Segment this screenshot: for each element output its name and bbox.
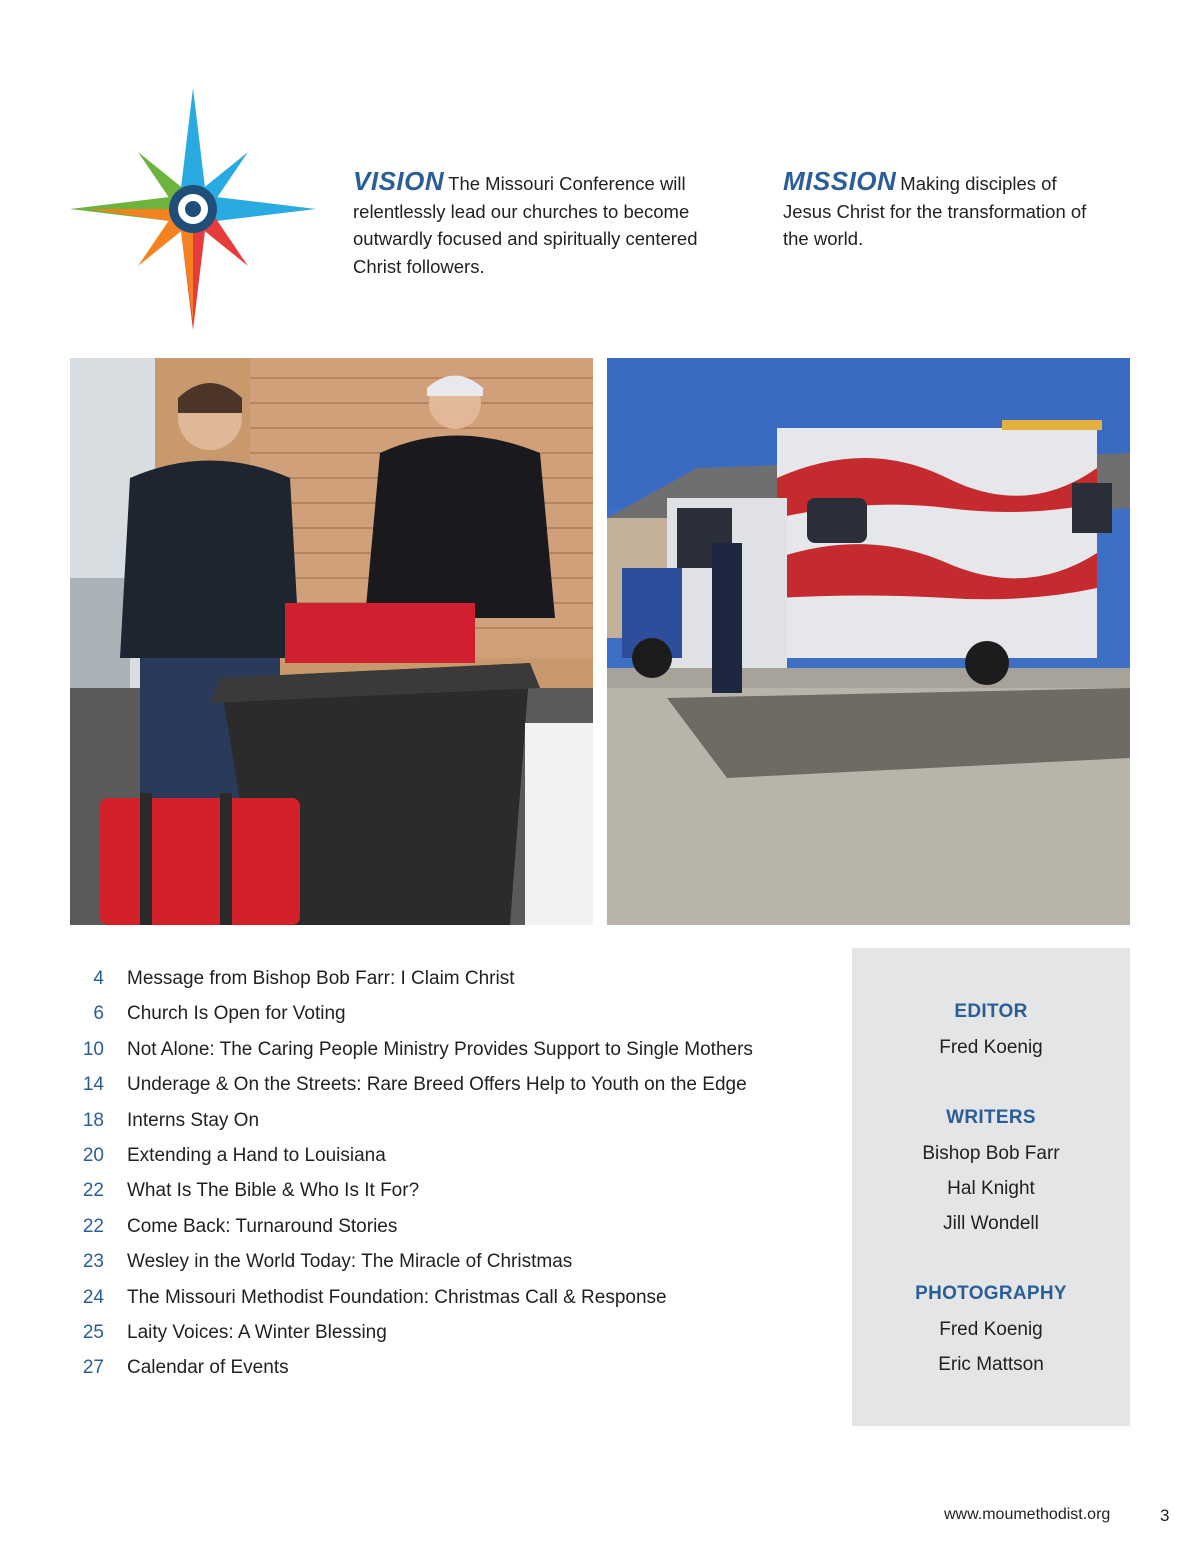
writer-name: Bishop Bob Farr [922, 1143, 1060, 1164]
mission-statement [783, 168, 1103, 253]
vision-statement [353, 168, 743, 280]
toc-title: Interns Stay On [127, 1109, 260, 1131]
mission-label: MISSION [783, 166, 897, 196]
editor-name: Fred Koenig [939, 1037, 1043, 1058]
credits-writers [852, 1100, 1130, 1241]
writers-heading: WRITERS [946, 1107, 1036, 1128]
toc-title: The Missouri Methodist Foundation: Christmas Call & Response [127, 1286, 667, 1308]
table-of-contents [70, 968, 830, 1393]
toc-page-number: 6 [93, 1003, 104, 1025]
toc-title: Wesley in the World Today: The Miracle of Christmas [127, 1251, 573, 1273]
toc-page-number: 10 [82, 1038, 104, 1060]
toc-page-number: 22 [82, 1215, 104, 1237]
writer-name: Hal Knight [947, 1178, 1035, 1199]
toc-row[interactable] [70, 1180, 830, 1215]
photo-flag-ambulance [607, 358, 1130, 925]
toc-row[interactable] [70, 1039, 830, 1074]
toc-title: Underage & On the Streets: Rare Breed Offers Help to Youth on the Edge [127, 1074, 747, 1096]
toc-page-number: 22 [82, 1180, 104, 1202]
toc-row[interactable] [70, 1322, 830, 1357]
toc-row[interactable] [70, 1357, 830, 1392]
credits-editor [852, 994, 1130, 1065]
toc-page-number: 14 [82, 1074, 104, 1096]
toc-page-number: 24 [82, 1286, 104, 1308]
toc-title: Not Alone: The Caring People Ministry Provides Support to Single Mothers [127, 1038, 753, 1060]
toc-title: Come Back: Turnaround Stories [127, 1215, 398, 1237]
photography-heading: PHOTOGRAPHY [915, 1283, 1067, 1304]
writer-name: Jill Wondell [943, 1213, 1039, 1234]
toc-page-number: 23 [82, 1251, 104, 1273]
footer-url-link[interactable]: www.moumethodist.org [944, 1506, 1111, 1523]
toc-page-number: 25 [82, 1321, 104, 1343]
toc-page-number: 20 [82, 1144, 104, 1166]
toc-row[interactable] [70, 1074, 830, 1109]
toc-title: Church Is Open for Voting [127, 1003, 346, 1025]
vision-label: VISION [353, 166, 445, 196]
credits-photography [852, 1276, 1130, 1382]
toc-row[interactable] [70, 1110, 830, 1145]
toc-title: What Is The Bible & Who Is It For? [127, 1180, 420, 1202]
toc-title: Message from Bishop Bob Farr: I Claim Christ [127, 968, 515, 989]
page-number: 3 [1160, 1506, 1170, 1525]
toc-row[interactable] [70, 1251, 830, 1286]
toc-page-number: 18 [82, 1109, 104, 1131]
compass-star-logo [68, 86, 318, 332]
editor-heading: EDITOR [954, 1001, 1028, 1022]
toc-row[interactable] [70, 1287, 830, 1322]
toc-page-number: 4 [93, 968, 104, 989]
toc-title: Calendar of Events [127, 1357, 289, 1379]
photographer-name: Eric Mattson [938, 1354, 1044, 1375]
photographer-name: Fred Koenig [939, 1319, 1043, 1340]
credits-box [852, 948, 1130, 1426]
toc-page-number: 27 [82, 1357, 104, 1379]
toc-title: Extending a Hand to Louisiana [127, 1144, 386, 1166]
vision-text: The Missouri Conference will relentlessly lead our churches to become outwardly focused and spiritually centered Christ followers. [353, 173, 698, 277]
toc-row[interactable] [70, 968, 830, 1003]
toc-title: Laity Voices: A Winter Blessing [127, 1321, 387, 1343]
photo-volunteers-with-containers [70, 358, 593, 925]
toc-row[interactable] [70, 1145, 830, 1180]
toc-row[interactable] [70, 1003, 830, 1038]
mission-text: Making disciples of Jesus Christ for the transformation of the world. [783, 173, 1087, 249]
toc-row[interactable] [70, 1216, 830, 1251]
